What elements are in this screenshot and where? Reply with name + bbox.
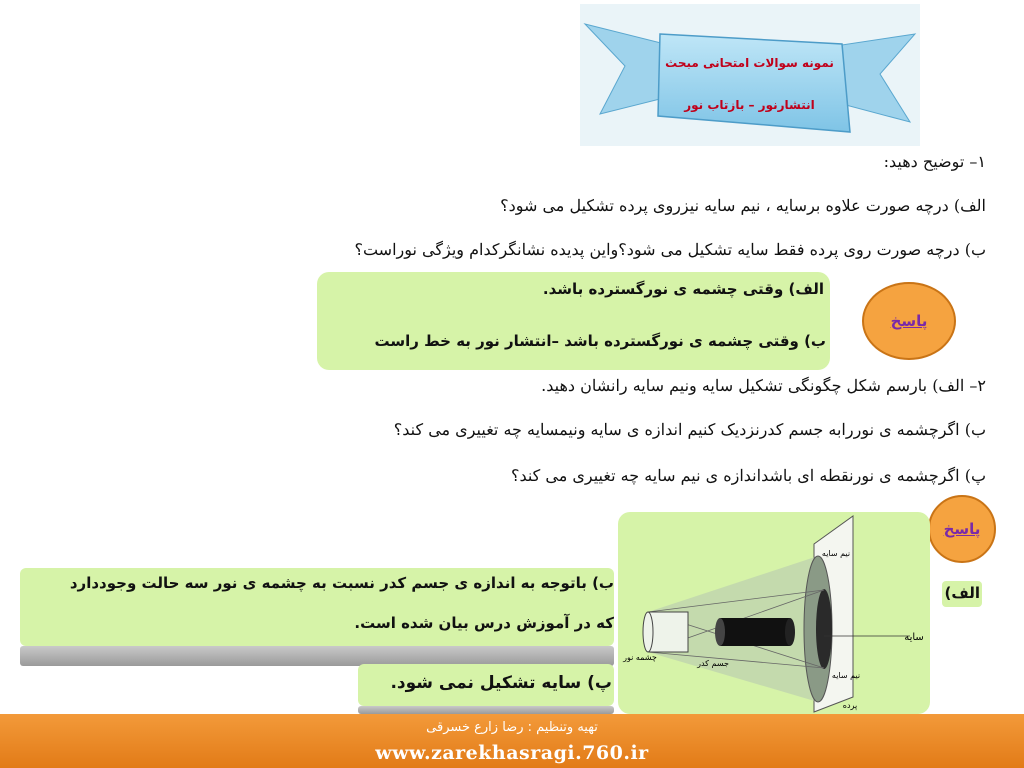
label-penumbra-top: نیم سایه	[821, 549, 851, 558]
banner-title-line1: نمونه سوالات امتحانی مبحث	[665, 56, 834, 70]
question-1-title: ۱– توضیح دهید:	[883, 152, 986, 171]
light-source-shape	[648, 612, 688, 652]
answer-2-part-p-shadow	[358, 706, 614, 714]
answer-1-part-b: ب) وقتی چشمه ی نورگسترده باشد –انتشار نور به خط راست	[374, 332, 826, 350]
answer-2-part-b-shadow	[20, 646, 614, 666]
answer-2-part-b-line2: که در آموزش درس بیان شده است.	[354, 614, 614, 632]
question-1-part-a: الف) درچه صورت علاوه برسایه ، نیم سایه نیزروی پرده تشکیل می شود؟	[500, 196, 986, 215]
label-umbra: سایه	[904, 632, 924, 643]
answer-2-label: پاسخ	[943, 520, 981, 538]
footer-url[interactable]: www.zarekhasragi.760.ir	[375, 742, 649, 764]
answer-2-oval	[928, 495, 996, 563]
banner-title-line2: انتشارنور – بازتاب نور	[684, 98, 815, 112]
label-screen: پرده	[842, 701, 858, 710]
footer-bar	[0, 714, 1024, 768]
label-opaque-object: جسم کدر	[697, 659, 729, 668]
answer-1-label: پاسخ	[890, 312, 928, 330]
question-1-part-b: ب) درچه صورت روی پرده فقط سایه تشکیل می شود؟واین پدیده نشانگرکدام ویژگی نوراست؟	[354, 240, 986, 259]
label-light-source: چشمه نور	[623, 653, 657, 662]
answer-1-part-a: الف) وقتی چشمه ی نورگسترده باشد.	[542, 280, 824, 298]
question-2-part-a: ۲– الف) بارسم شکل چگونگی تشکیل سایه ونیم سایه رانشان دهید.	[541, 376, 986, 395]
answer-2-part-b-line1: ب) باتوجه به اندازه ی جسم کدر نسبت به چشمه ی نور سه حالت وجوددارد	[69, 574, 614, 592]
question-2-part-b: ب) اگرچشمه ی نوررابه جسم کدرنزدیک کنیم اندازه ی سایه ونیمسایه چه تغییری می کند؟	[393, 420, 986, 439]
answer-2-part-alef: الف)	[944, 584, 980, 602]
opaque-object-shape	[720, 618, 790, 646]
umbra-disc	[816, 589, 832, 669]
question-2-part-c: پ) اگرچشمه ی نورنقطه ای باشداندازه ی نیم سایه چه تغییری می کند؟	[510, 466, 986, 485]
label-penumbra-bottom: نیم سایه	[831, 671, 861, 680]
answer-2-part-p: پ) سایه تشکیل نمی شود.	[390, 673, 612, 693]
title-banner	[580, 4, 920, 146]
answer-1-oval	[862, 282, 956, 360]
shadow-diagram	[618, 512, 930, 714]
footer-credit: تهیه وتنظیم : رضا زارع خسرقی	[426, 720, 598, 735]
